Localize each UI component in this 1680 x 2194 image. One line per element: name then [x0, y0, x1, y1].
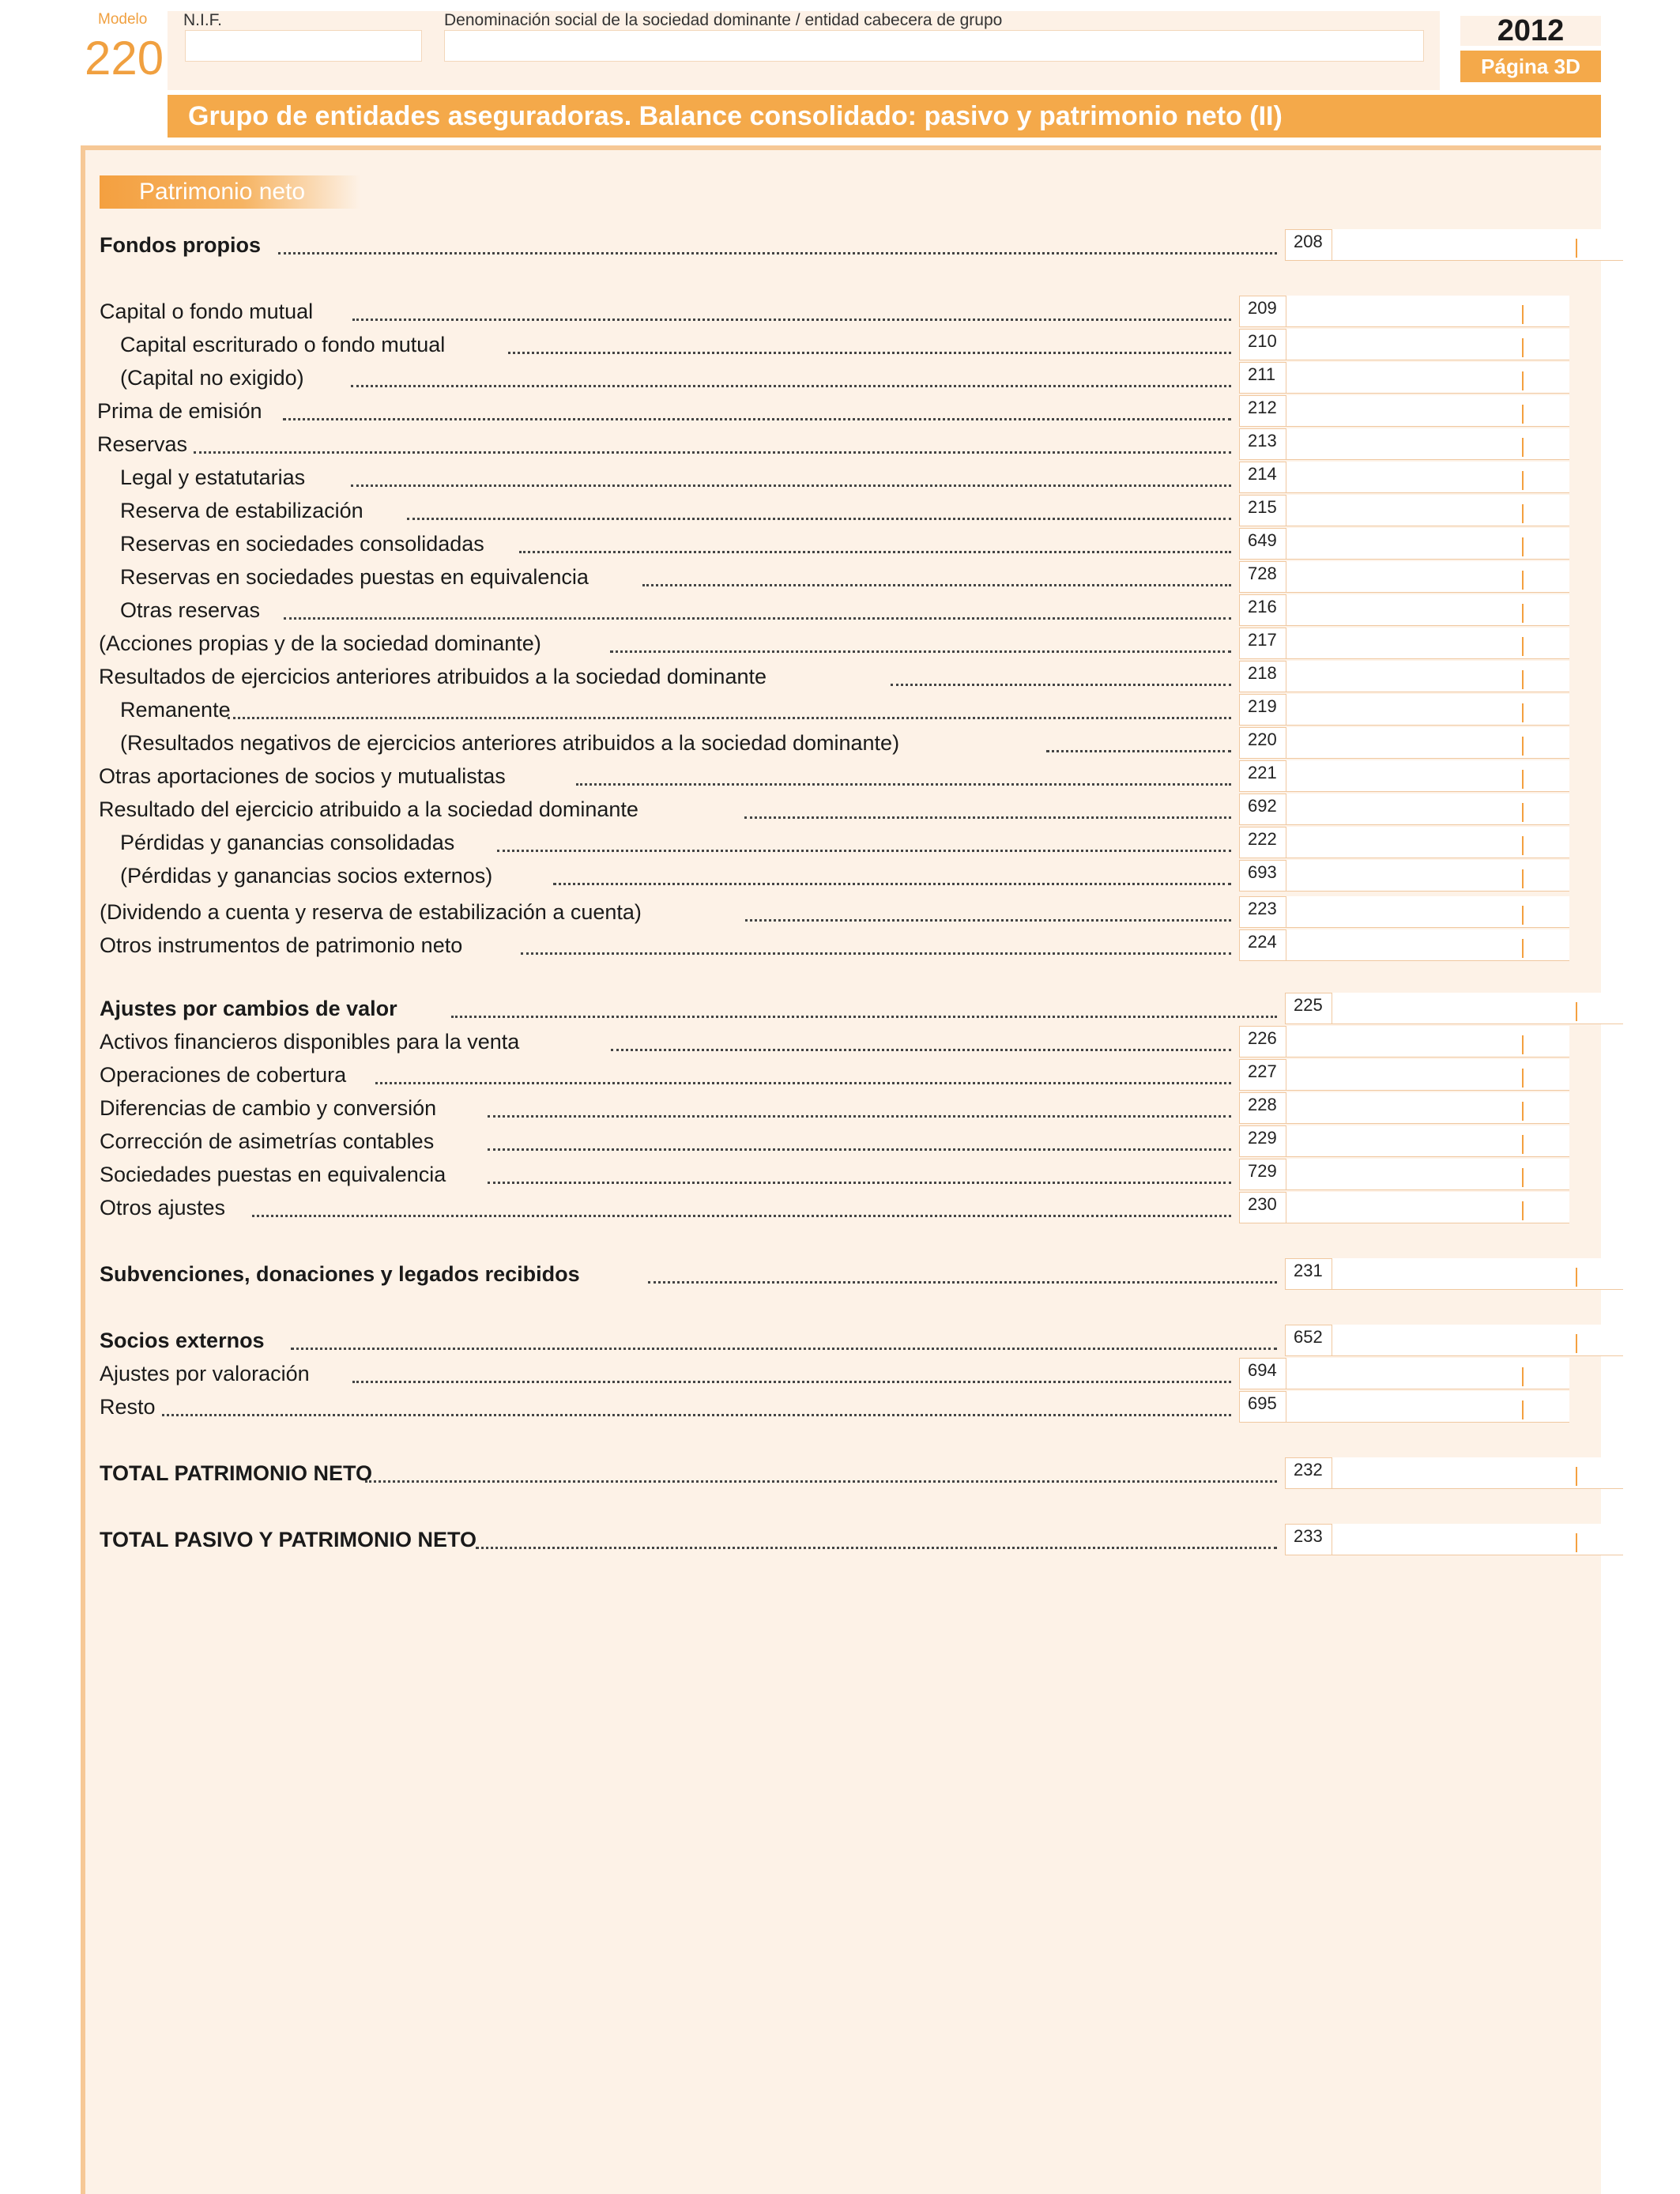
- decimal-separator-tick: [1522, 939, 1524, 958]
- row-code: 232: [1285, 1457, 1332, 1489]
- decimal-separator-tick: [1522, 1400, 1524, 1419]
- dot-leader: [488, 1148, 1231, 1151]
- row-label: Capital escriturado o fondo mutual: [120, 333, 446, 356]
- row-code: 695: [1239, 1391, 1286, 1423]
- row-code: 215: [1239, 495, 1286, 526]
- form-row: [0, 495, 1680, 528]
- decimal-separator-tick: [1522, 737, 1524, 756]
- decimal-separator-tick: [1522, 869, 1524, 888]
- row-label: (Capital no exigido): [120, 366, 304, 390]
- row-value-input[interactable]: [1286, 1192, 1569, 1223]
- form-row: [0, 1125, 1680, 1159]
- row-label: Sociedades puestas en equivalencia: [100, 1163, 446, 1186]
- form-row: [0, 929, 1680, 963]
- decimal-separator-tick: [1576, 1533, 1577, 1552]
- row-value-input[interactable]: [1286, 727, 1569, 759]
- decimal-separator-tick: [1522, 537, 1524, 556]
- denominacion-field[interactable]: [444, 30, 1424, 62]
- dot-leader: [1046, 750, 1231, 752]
- form-row: [0, 1026, 1680, 1059]
- row-code: 212: [1239, 395, 1286, 427]
- dot-leader: [744, 816, 1231, 819]
- row-label: Reserva de estabilización: [120, 499, 363, 522]
- row-value-input[interactable]: [1286, 296, 1569, 327]
- form-row: [0, 329, 1680, 362]
- form-row: [0, 296, 1680, 329]
- row-value-input[interactable]: [1332, 1325, 1623, 1356]
- form-row: [0, 661, 1680, 694]
- decimal-separator-tick: [1576, 1334, 1577, 1353]
- dot-leader: [162, 1414, 1231, 1416]
- decimal-separator-tick: [1522, 906, 1524, 925]
- row-label: (Pérdidas y ganancias socios externos): [120, 864, 493, 888]
- dot-leader: [284, 617, 1231, 620]
- form-row: [0, 896, 1680, 929]
- form-row: [0, 1192, 1680, 1225]
- decimal-separator-tick: [1522, 1102, 1524, 1121]
- row-value-input[interactable]: [1286, 395, 1569, 427]
- header-box: [168, 11, 1440, 90]
- row-value-input[interactable]: [1286, 628, 1569, 659]
- row-value-input[interactable]: [1286, 1125, 1569, 1157]
- row-value-input[interactable]: [1286, 561, 1569, 593]
- form-row: [0, 694, 1680, 727]
- row-label: Remanente: [120, 698, 231, 722]
- row-label: Otros instrumentos de patrimonio neto: [100, 933, 463, 957]
- decimal-separator-tick: [1522, 803, 1524, 822]
- dot-leader: [553, 883, 1231, 885]
- dot-leader: [352, 319, 1231, 321]
- nif-label: N.I.F.: [183, 11, 223, 29]
- dot-leader: [611, 1049, 1231, 1051]
- dot-leader: [283, 418, 1231, 420]
- row-code: 211: [1239, 362, 1286, 394]
- form-row: [0, 1092, 1680, 1125]
- row-label: Prima de emisión: [97, 399, 262, 423]
- row-label: Corrección de asimetrías contables: [100, 1129, 435, 1153]
- row-code: 230: [1239, 1192, 1286, 1223]
- row-value-input[interactable]: [1332, 1457, 1623, 1489]
- form-row: [0, 1325, 1680, 1358]
- dot-leader: [488, 1182, 1231, 1184]
- row-code: 217: [1239, 628, 1286, 659]
- dot-leader: [252, 1215, 1231, 1217]
- row-label: Resultado del ejercicio atribuido a la sociedad dominante: [99, 797, 638, 821]
- row-value-input[interactable]: [1286, 896, 1569, 928]
- row-value-input[interactable]: [1332, 1258, 1623, 1290]
- decimal-separator-tick: [1522, 571, 1524, 590]
- row-code: 693: [1239, 860, 1286, 892]
- form-row: [0, 760, 1680, 794]
- dot-leader: [194, 451, 1231, 454]
- row-code: 214: [1239, 462, 1286, 493]
- decimal-separator-tick: [1522, 836, 1524, 855]
- form-row: [0, 395, 1680, 428]
- decimal-separator-tick: [1522, 438, 1524, 457]
- dot-leader: [352, 1381, 1231, 1383]
- dot-leader: [576, 783, 1231, 786]
- row-value-input[interactable]: [1286, 594, 1569, 626]
- decimal-separator-tick: [1522, 703, 1524, 722]
- row-value-input[interactable]: [1332, 1524, 1623, 1555]
- row-value-input[interactable]: [1286, 827, 1569, 858]
- dot-leader: [508, 352, 1231, 354]
- dot-leader: [351, 484, 1231, 487]
- row-label: TOTAL PASIVO Y PATRIMONIO NETO: [100, 1528, 477, 1551]
- dot-leader: [745, 919, 1231, 922]
- decimal-separator-tick: [1522, 1135, 1524, 1154]
- row-value-input[interactable]: [1286, 462, 1569, 493]
- row-value-input[interactable]: [1286, 495, 1569, 526]
- row-value-input[interactable]: [1286, 528, 1569, 560]
- row-code: 226: [1239, 1026, 1286, 1057]
- row-code: 210: [1239, 329, 1286, 360]
- row-value-input[interactable]: [1286, 362, 1569, 394]
- dot-leader: [891, 684, 1231, 686]
- decimal-separator-tick: [1522, 1069, 1524, 1088]
- row-label: Capital o fondo mutual: [100, 300, 314, 323]
- row-value-input[interactable]: [1286, 329, 1569, 360]
- row-label: Reservas: [97, 432, 188, 456]
- row-code: 223: [1239, 896, 1286, 928]
- form-row: [0, 561, 1680, 594]
- row-code: 208: [1285, 229, 1332, 261]
- form-row: [0, 1358, 1680, 1391]
- decimal-separator-tick: [1576, 1002, 1577, 1021]
- row-label: (Resultados negativos de ejercicios anteriores atribuidos a la sociedad dominante): [120, 731, 900, 755]
- row-label: Reservas en sociedades puestas en equivalencia: [120, 565, 589, 589]
- row-code: 222: [1239, 827, 1286, 858]
- form-row: [0, 594, 1680, 628]
- form-row: [0, 827, 1680, 860]
- form-row: [0, 794, 1680, 827]
- dot-leader: [407, 518, 1231, 520]
- row-value-input[interactable]: [1286, 760, 1569, 792]
- row-code: 729: [1239, 1159, 1286, 1190]
- row-value-input[interactable]: [1286, 1092, 1569, 1124]
- row-value-input[interactable]: [1286, 428, 1569, 460]
- row-code: 692: [1239, 794, 1286, 825]
- row-code: 218: [1239, 661, 1286, 692]
- form-row: [0, 1524, 1680, 1557]
- decimal-separator-tick: [1522, 637, 1524, 656]
- row-code: 652: [1285, 1325, 1332, 1356]
- dot-leader: [642, 584, 1231, 586]
- dot-leader: [278, 252, 1277, 254]
- row-code: 209: [1239, 296, 1286, 327]
- row-code: 216: [1239, 594, 1286, 626]
- row-value-input[interactable]: [1286, 1059, 1569, 1091]
- decimal-separator-tick: [1576, 1467, 1577, 1486]
- row-label: Otras aportaciones de socios y mutualistas: [99, 764, 506, 788]
- row-value-input[interactable]: [1332, 229, 1623, 261]
- row-label: Pérdidas y ganancias consolidadas: [120, 831, 455, 854]
- row-code: 649: [1239, 528, 1286, 560]
- row-label: Socios externos: [100, 1329, 265, 1352]
- form-row: [0, 1457, 1680, 1491]
- dot-leader: [451, 1016, 1277, 1018]
- row-label: Activos financieros disponibles para la venta: [100, 1030, 520, 1054]
- decimal-separator-tick: [1522, 1035, 1524, 1054]
- dot-leader: [497, 850, 1231, 852]
- decimal-separator-tick: [1522, 770, 1524, 789]
- row-label: (Acciones propias y de la sociedad dominante): [99, 631, 541, 655]
- form-row: [0, 1159, 1680, 1192]
- row-code: 220: [1239, 727, 1286, 759]
- dot-leader: [521, 952, 1231, 955]
- row-code: 227: [1239, 1059, 1286, 1091]
- nif-field[interactable]: [185, 30, 422, 62]
- form-row: [0, 1391, 1680, 1424]
- dot-leader: [476, 1547, 1277, 1549]
- row-label: Fondos propios: [100, 233, 261, 257]
- modelo-label: Modelo: [98, 11, 148, 28]
- dot-leader: [610, 650, 1231, 653]
- decimal-separator-tick: [1522, 670, 1524, 689]
- row-value-input[interactable]: [1286, 1026, 1569, 1057]
- row-code: 229: [1239, 1125, 1286, 1157]
- row-label: Subvenciones, donaciones y legados recibidos: [100, 1262, 580, 1286]
- row-label: Otros ajustes: [100, 1196, 226, 1220]
- modelo-number: 220: [85, 32, 164, 85]
- form-row: [0, 993, 1680, 1026]
- row-code: 225: [1285, 993, 1332, 1024]
- decimal-separator-tick: [1522, 604, 1524, 623]
- row-value-input[interactable]: [1286, 661, 1569, 692]
- decimal-separator-tick: [1522, 1367, 1524, 1386]
- section-tab-patrimonio-neto: Patrimonio neto: [100, 175, 360, 209]
- decimal-separator-tick: [1522, 305, 1524, 324]
- form-row: [0, 628, 1680, 661]
- row-code: 213: [1239, 428, 1286, 460]
- row-label: Diferencias de cambio y conversión: [100, 1096, 437, 1120]
- decimal-separator-tick: [1522, 338, 1524, 357]
- form-row: [0, 528, 1680, 561]
- dot-leader: [351, 385, 1231, 387]
- decimal-separator-tick: [1576, 1268, 1577, 1287]
- dot-leader: [648, 1281, 1277, 1284]
- dot-leader: [365, 1480, 1277, 1483]
- row-value-input[interactable]: [1332, 993, 1623, 1024]
- row-value-input[interactable]: [1286, 929, 1569, 961]
- row-label: Legal y estatutarias: [120, 466, 306, 489]
- year-badge: 2012: [1460, 16, 1601, 46]
- row-label: Otras reservas: [120, 598, 261, 622]
- row-label: Ajustes por cambios de valor: [100, 997, 397, 1020]
- decimal-separator-tick: [1522, 1201, 1524, 1220]
- decimal-separator-tick: [1522, 471, 1524, 490]
- page-badge: Página 3D: [1460, 51, 1601, 82]
- row-code: 221: [1239, 760, 1286, 792]
- decimal-separator-tick: [1522, 1168, 1524, 1187]
- dot-leader: [519, 551, 1231, 553]
- form-row: [0, 428, 1680, 462]
- row-code: 224: [1239, 929, 1286, 961]
- row-code: 233: [1285, 1524, 1332, 1555]
- row-value-input[interactable]: [1286, 694, 1569, 726]
- row-label: Reservas en sociedades consolidadas: [120, 532, 484, 556]
- row-label: Resultados de ejercicios anteriores atribuidos a la sociedad dominante: [99, 665, 767, 688]
- dot-leader: [228, 717, 1231, 719]
- form-row: [0, 860, 1680, 893]
- form-row: [0, 462, 1680, 495]
- row-value-input[interactable]: [1286, 1159, 1569, 1190]
- row-value-input[interactable]: [1286, 794, 1569, 825]
- page-title: Grupo de entidades aseguradoras. Balance consolidado: pasivo y patrimonio neto (II): [168, 95, 1601, 138]
- row-code: 228: [1239, 1092, 1286, 1124]
- form-row: [0, 1059, 1680, 1092]
- form-row: [0, 1258, 1680, 1291]
- decimal-separator-tick: [1522, 371, 1524, 390]
- row-value-input[interactable]: [1286, 1391, 1569, 1423]
- row-value-input[interactable]: [1286, 860, 1569, 892]
- row-label: (Dividendo a cuenta y reserva de estabilización a cuenta): [100, 900, 642, 924]
- row-label: TOTAL PATRIMONIO NETO: [100, 1461, 373, 1485]
- dot-leader: [375, 1082, 1231, 1084]
- row-label: Resto: [100, 1395, 156, 1419]
- decimal-separator-tick: [1522, 405, 1524, 424]
- row-label: Operaciones de cobertura: [100, 1063, 347, 1087]
- row-code: 231: [1285, 1258, 1332, 1290]
- row-code: 219: [1239, 694, 1286, 726]
- row-code: 728: [1239, 561, 1286, 593]
- dot-leader: [488, 1115, 1231, 1118]
- row-code: 694: [1239, 1358, 1286, 1389]
- dot-leader: [291, 1348, 1277, 1350]
- decimal-separator-tick: [1576, 239, 1577, 258]
- row-value-input[interactable]: [1286, 1358, 1569, 1389]
- decimal-separator-tick: [1522, 504, 1524, 523]
- form-row: [0, 362, 1680, 395]
- row-label: Ajustes por valoración: [100, 1362, 310, 1385]
- form-row: [0, 229, 1680, 262]
- form-row: [0, 727, 1680, 760]
- denominacion-label: Denominación social de la sociedad dominante / entidad cabecera de grupo: [444, 11, 1003, 29]
